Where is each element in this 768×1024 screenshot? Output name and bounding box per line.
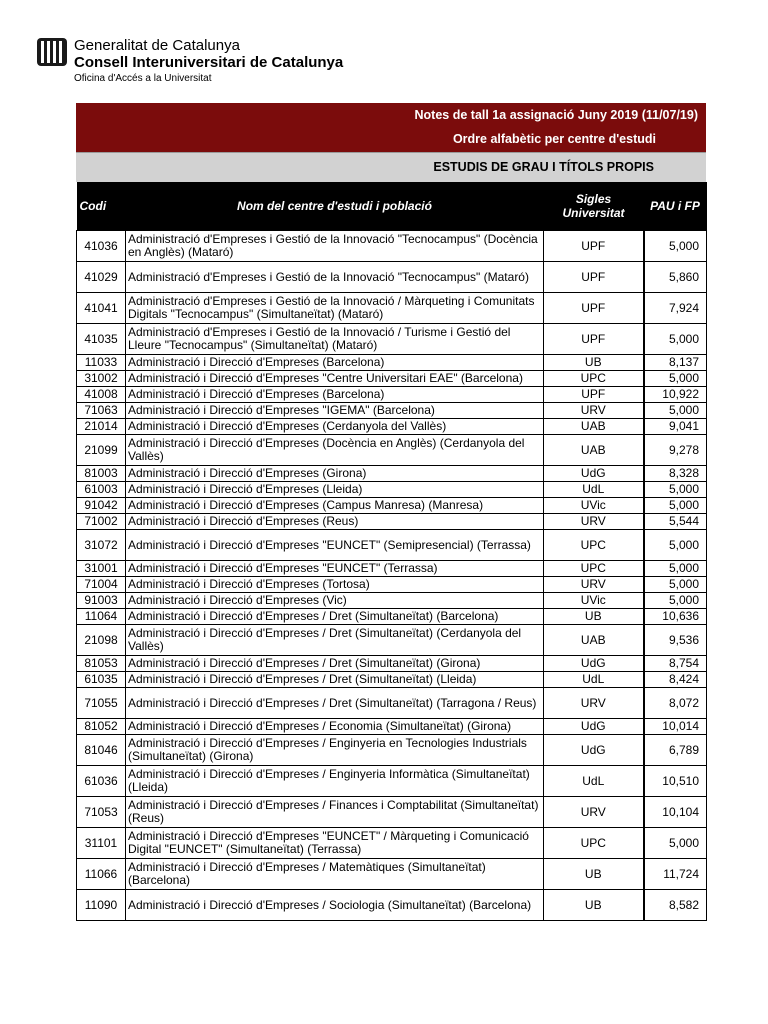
table-row xyxy=(77,514,707,530)
row-code: 21014 xyxy=(77,419,126,435)
row-score: 6,789 xyxy=(644,735,707,766)
row-score: 8,582 xyxy=(644,890,707,921)
row-code: 91003 xyxy=(77,593,126,609)
row-name: Administració i Direcció d'Empreses "EUNCET" / Màrqueting i Comunicació Digital "EUNCET" (Simultaneïtat) (Terrassa) xyxy=(126,828,544,859)
row-name: Administració i Direcció d'Empreses (Barcelona) xyxy=(126,355,544,371)
row-score: 8,137 xyxy=(644,355,707,371)
row-name: Administració i Direcció d'Empreses (Campus Manresa) (Manresa) xyxy=(126,498,544,514)
row-name: Administració i Direcció d'Empreses (Cerdanyola del Vallès) xyxy=(126,419,544,435)
table-row xyxy=(77,293,707,324)
row-code: 41036 xyxy=(77,231,126,262)
row-code: 41035 xyxy=(77,324,126,355)
row-university: UB xyxy=(544,355,644,371)
row-code: 31101 xyxy=(77,828,126,859)
row-university: UPC xyxy=(544,530,644,561)
row-code: 61035 xyxy=(77,672,126,688)
row-code: 41008 xyxy=(77,387,126,403)
table-row xyxy=(77,735,707,766)
row-university: URV xyxy=(544,577,644,593)
row-code: 81003 xyxy=(77,466,126,482)
cutoff-table xyxy=(76,182,707,921)
row-code: 11064 xyxy=(77,609,126,625)
row-code: 71002 xyxy=(77,514,126,530)
row-university: UdL xyxy=(544,672,644,688)
row-name: Administració d'Empreses i Gestió de la Innovació "Tecnocampus" (Mataró) xyxy=(126,262,544,293)
row-name: Administració d'Empreses i Gestió de la Innovació / Turisme i Gestió del Lleure "Tecnocampus" (Simultaneïtat) (Mataró) xyxy=(126,324,544,355)
row-score: 5,000 xyxy=(644,482,707,498)
row-code: 11033 xyxy=(77,355,126,371)
row-university: UPC xyxy=(544,371,644,387)
section-title: ESTUDIS DE GRAU I TÍTOLS PROPIS xyxy=(76,152,706,182)
row-name: Administració i Direcció d'Empreses / Dret (Simultaneïtat) (Girona) xyxy=(126,656,544,672)
row-code: 11090 xyxy=(77,890,126,921)
table-row xyxy=(77,593,707,609)
table-row xyxy=(77,561,707,577)
row-university: UdL xyxy=(544,482,644,498)
row-code: 21099 xyxy=(77,435,126,466)
table-row xyxy=(77,688,707,719)
table-row xyxy=(77,403,707,419)
header-pau: PAU i FP xyxy=(644,182,707,231)
row-university: UdG xyxy=(544,735,644,766)
table-row xyxy=(77,371,707,387)
table-row xyxy=(77,530,707,561)
row-university: UPF xyxy=(544,324,644,355)
row-name: Administració i Direcció d'Empreses / Sociologia (Simultaneïtat) (Barcelona) xyxy=(126,890,544,921)
row-name: Administració i Direcció d'Empreses / Dret (Simultaneïtat) (Cerdanyola del Vallès) xyxy=(126,625,544,656)
row-name: Administració i Direcció d'Empreses / Dret (Simultaneïtat) (Tarragona / Reus) xyxy=(126,688,544,719)
row-university: UAB xyxy=(544,435,644,466)
row-score: 10,636 xyxy=(644,609,707,625)
table-row xyxy=(77,859,707,890)
row-name: Administració i Direcció d'Empreses (Tortosa) xyxy=(126,577,544,593)
row-code: 31001 xyxy=(77,561,126,577)
row-university: UVic xyxy=(544,593,644,609)
org-name: Generalitat de Catalunya xyxy=(74,37,240,54)
header-codi: Codi xyxy=(77,182,126,231)
row-code: 41041 xyxy=(77,293,126,324)
row-score: 8,328 xyxy=(644,466,707,482)
org-office: Oficina d'Accés a la Universitat xyxy=(74,73,212,84)
row-score: 10,014 xyxy=(644,719,707,735)
row-name: Administració i Direcció d'Empreses (Girona) xyxy=(126,466,544,482)
table-row xyxy=(77,324,707,355)
table-row xyxy=(77,262,707,293)
row-score: 5,000 xyxy=(644,231,707,262)
row-university: UPC xyxy=(544,828,644,859)
row-score: 9,536 xyxy=(644,625,707,656)
row-score: 10,104 xyxy=(644,797,707,828)
row-score: 9,278 xyxy=(644,435,707,466)
row-code: 41029 xyxy=(77,262,126,293)
table-row xyxy=(77,766,707,797)
row-name: Administració i Direcció d'Empreses (Docència en Anglès) (Cerdanyola del Vallès) xyxy=(126,435,544,466)
table-row xyxy=(77,672,707,688)
row-score: 5,544 xyxy=(644,514,707,530)
row-score: 5,000 xyxy=(644,828,707,859)
row-score: 10,922 xyxy=(644,387,707,403)
table-row xyxy=(77,435,707,466)
table-row xyxy=(77,231,707,262)
row-name: Administració d'Empreses i Gestió de la Innovació "Tecnocampus" (Docència en Anglès) (Mataró) xyxy=(126,231,544,262)
header-nom: Nom del centre d'estudi i població xyxy=(126,182,544,231)
row-code: 31002 xyxy=(77,371,126,387)
table-header-row xyxy=(77,182,707,231)
row-code: 31072 xyxy=(77,530,126,561)
title-block xyxy=(76,103,706,182)
row-name: Administració i Direcció d'Empreses / Dret (Simultaneïtat) (Barcelona) xyxy=(126,609,544,625)
row-name: Administració i Direcció d'Empreses / Economia (Simultaneïtat) (Girona) xyxy=(126,719,544,735)
row-name: Administració i Direcció d'Empreses / Enginyeria en Tecnologies Industrials (Simultaneïtat) (Girona) xyxy=(126,735,544,766)
row-university: UB xyxy=(544,609,644,625)
row-name: Administració i Direcció d'Empreses (Reus) xyxy=(126,514,544,530)
row-name: Administració i Direcció d'Empreses / Dret (Simultaneïtat) (Lleida) xyxy=(126,672,544,688)
row-score: 8,424 xyxy=(644,672,707,688)
row-code: 71053 xyxy=(77,797,126,828)
row-university: UAB xyxy=(544,419,644,435)
row-score: 5,860 xyxy=(644,262,707,293)
row-code: 71004 xyxy=(77,577,126,593)
row-name: Administració i Direcció d'Empreses (Barcelona) xyxy=(126,387,544,403)
row-code: 61003 xyxy=(77,482,126,498)
row-name: Administració i Direcció d'Empreses "IGEMA" (Barcelona) xyxy=(126,403,544,419)
row-code: 61036 xyxy=(77,766,126,797)
table-row xyxy=(77,498,707,514)
row-university: UB xyxy=(544,890,644,921)
row-university: URV xyxy=(544,797,644,828)
row-score: 9,041 xyxy=(644,419,707,435)
row-score: 8,072 xyxy=(644,688,707,719)
table-row xyxy=(77,625,707,656)
row-university: UdG xyxy=(544,719,644,735)
table-body xyxy=(77,231,707,921)
page-subtitle: Ordre alfabètic per centre d'estudi xyxy=(76,127,706,152)
row-name: Administració i Direcció d'Empreses "EUNCET" (Terrassa) xyxy=(126,561,544,577)
row-university: UdG xyxy=(544,466,644,482)
table-row xyxy=(77,609,707,625)
row-score: 5,000 xyxy=(644,324,707,355)
row-name: Administració i Direcció d'Empreses (Lleida) xyxy=(126,482,544,498)
row-score: 5,000 xyxy=(644,371,707,387)
row-score: 5,000 xyxy=(644,530,707,561)
row-university: UPF xyxy=(544,231,644,262)
header-sigles: Sigles Universitat xyxy=(544,182,644,231)
row-name: Administració i Direcció d'Empreses / Finances i Comptabilitat (Simultaneïtat) (Reus) xyxy=(126,797,544,828)
row-score: 5,000 xyxy=(644,593,707,609)
row-university: UVic xyxy=(544,498,644,514)
row-name: Administració i Direcció d'Empreses (Vic) xyxy=(126,593,544,609)
generalitat-logo-icon xyxy=(37,38,67,66)
table-row xyxy=(77,828,707,859)
table-row xyxy=(77,466,707,482)
row-score: 8,754 xyxy=(644,656,707,672)
row-name: Administració i Direcció d'Empreses / Enginyeria Informàtica (Simultaneïtat) (Lleida) xyxy=(126,766,544,797)
row-name: Administració i Direcció d'Empreses / Matemàtiques (Simultaneïtat) (Barcelona) xyxy=(126,859,544,890)
row-university: UPC xyxy=(544,561,644,577)
table-row xyxy=(77,797,707,828)
row-score: 5,000 xyxy=(644,498,707,514)
table-row xyxy=(77,387,707,403)
row-university: UPF xyxy=(544,387,644,403)
table-row xyxy=(77,719,707,735)
table-row xyxy=(77,890,707,921)
row-university: URV xyxy=(544,688,644,719)
row-code: 81052 xyxy=(77,719,126,735)
row-score: 7,924 xyxy=(644,293,707,324)
row-score: 5,000 xyxy=(644,561,707,577)
row-name: Administració i Direcció d'Empreses "EUNCET" (Semipresencial) (Terrassa) xyxy=(126,530,544,561)
row-university: UdL xyxy=(544,766,644,797)
row-university: UPF xyxy=(544,262,644,293)
row-name: Administració i Direcció d'Empreses "Centre Universitari EAE" (Barcelona) xyxy=(126,371,544,387)
table-row xyxy=(77,656,707,672)
row-university: URV xyxy=(544,514,644,530)
row-university: UdG xyxy=(544,656,644,672)
row-code: 11066 xyxy=(77,859,126,890)
row-score: 5,000 xyxy=(644,577,707,593)
page-title: Notes de tall 1a assignació Juny 2019 (11/07/19) xyxy=(76,103,706,127)
row-code: 71055 xyxy=(77,688,126,719)
table-row xyxy=(77,355,707,371)
row-code: 21098 xyxy=(77,625,126,656)
table-row xyxy=(77,577,707,593)
row-score: 10,510 xyxy=(644,766,707,797)
table-row xyxy=(77,482,707,498)
row-name: Administració d'Empreses i Gestió de la Innovació / Màrqueting i Comunitats Digitals "Tecnocampus" (Simultaneïtat) (Mataró) xyxy=(126,293,544,324)
row-university: UPF xyxy=(544,293,644,324)
row-university: URV xyxy=(544,403,644,419)
table-row xyxy=(77,419,707,435)
row-university: UB xyxy=(544,859,644,890)
row-score: 11,724 xyxy=(644,859,707,890)
row-code: 81053 xyxy=(77,656,126,672)
row-code: 81046 xyxy=(77,735,126,766)
row-university: UAB xyxy=(544,625,644,656)
row-code: 91042 xyxy=(77,498,126,514)
row-score: 5,000 xyxy=(644,403,707,419)
org-council: Consell Interuniversitari de Catalunya xyxy=(74,54,344,71)
row-code: 71063 xyxy=(77,403,126,419)
